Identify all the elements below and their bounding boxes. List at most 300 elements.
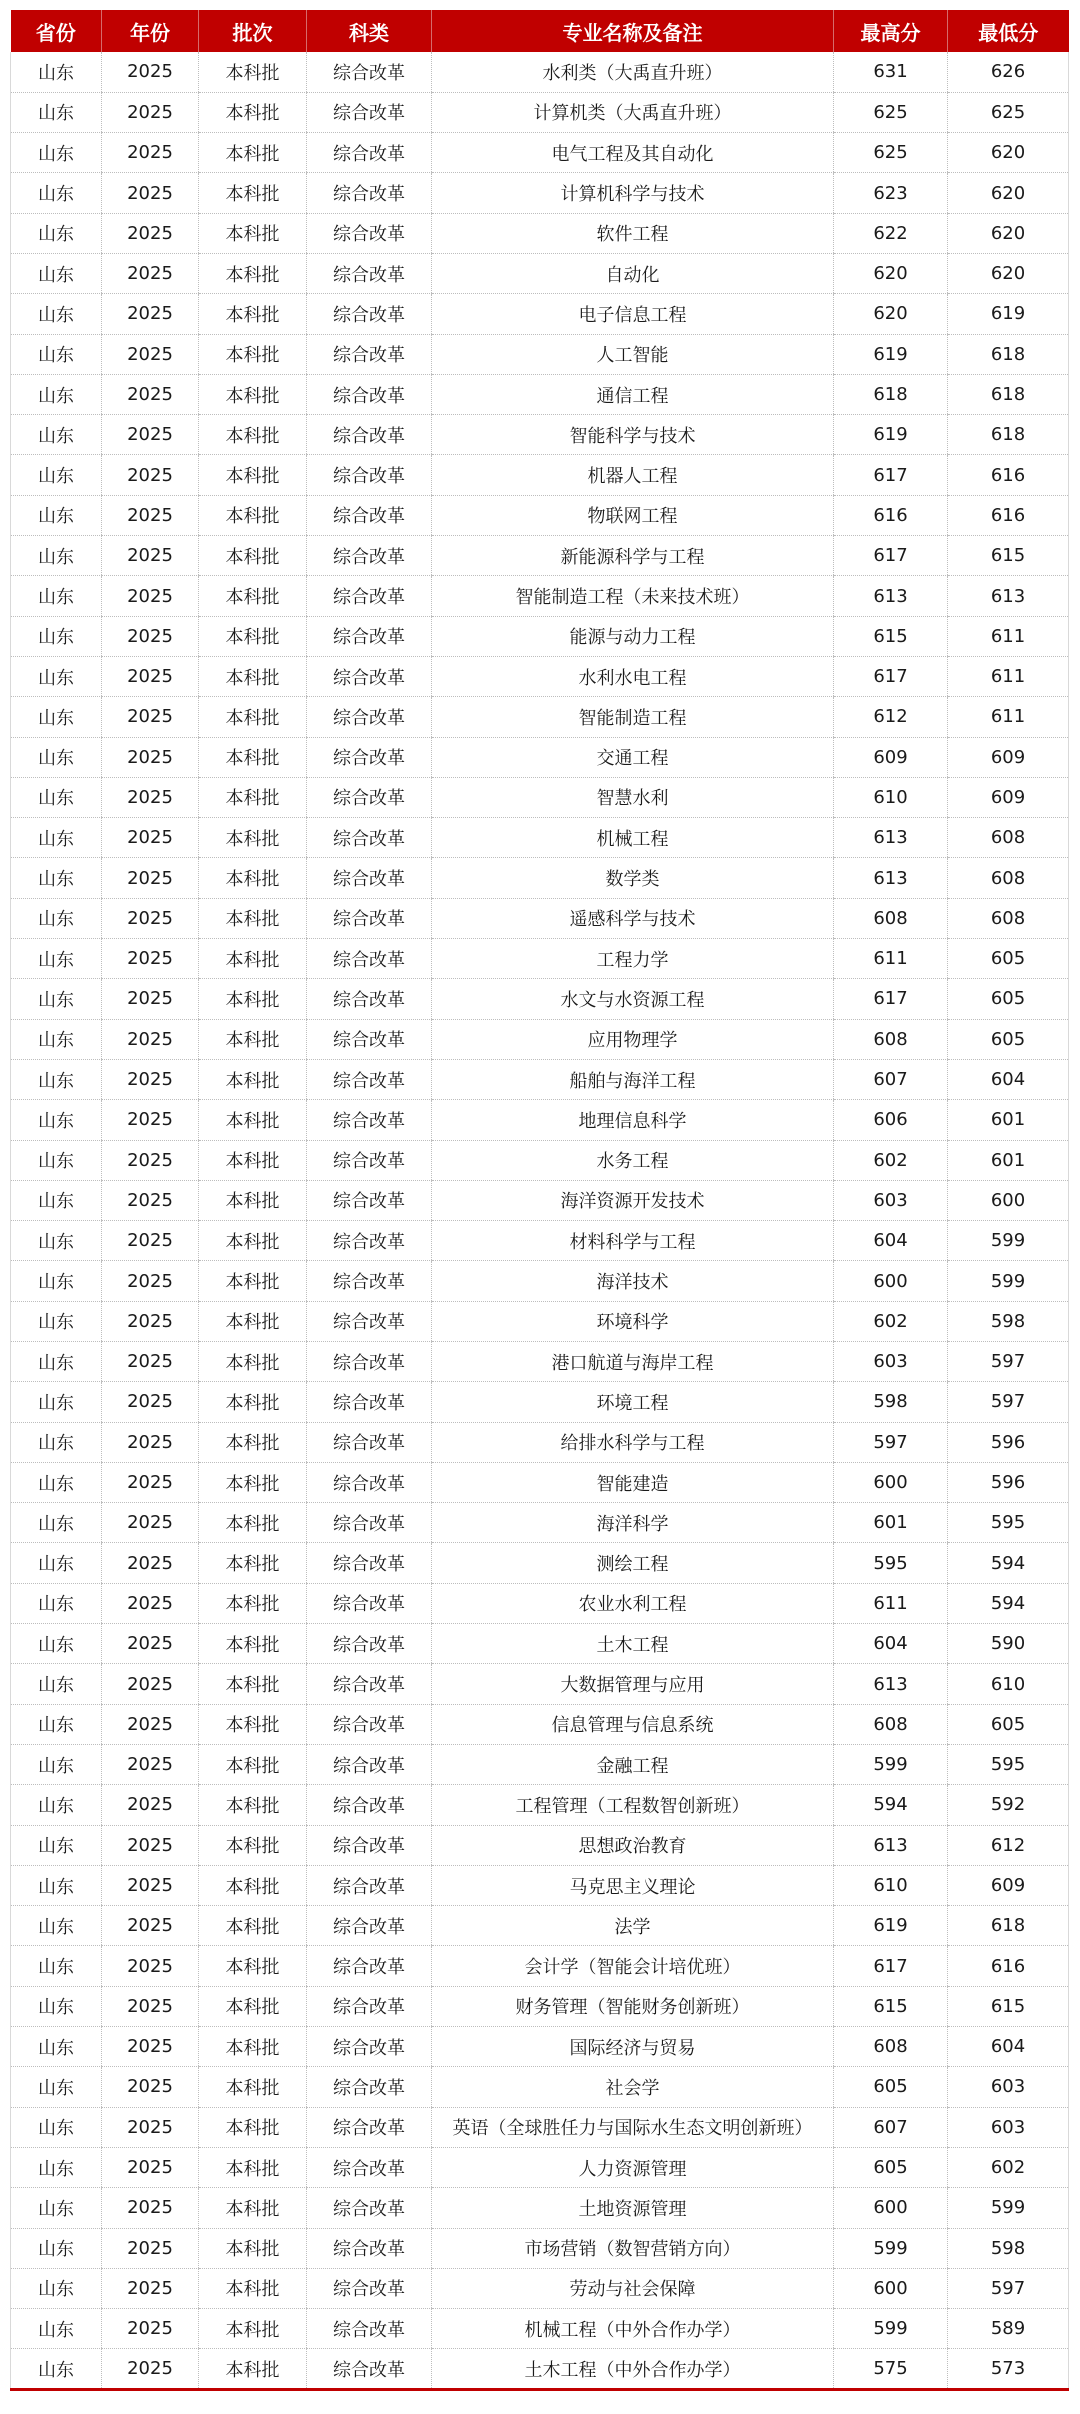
cell-major-name: 市场营销（数智营销方向） xyxy=(432,2228,834,2268)
cell-max-score: 631 xyxy=(834,52,948,92)
cell-major-name: 自动化 xyxy=(432,253,834,293)
cell-min-score: 601 xyxy=(948,1100,1069,1140)
table-row xyxy=(11,1865,1069,1905)
cell-major-name: 机械工程 xyxy=(432,818,834,858)
table-row xyxy=(11,1704,1069,1744)
table-row xyxy=(11,1503,1069,1543)
cell-year: 2025 xyxy=(102,979,199,1019)
cell-province: 山东 xyxy=(11,1422,102,1462)
table-row xyxy=(11,1744,1069,1784)
cell-min-score: 605 xyxy=(948,979,1069,1019)
cell-province: 山东 xyxy=(11,1946,102,1986)
cell-major-name: 海洋科学 xyxy=(432,1503,834,1543)
cell-batch: 本科批 xyxy=(199,374,307,414)
table-row xyxy=(11,1261,1069,1301)
cell-batch: 本科批 xyxy=(199,1986,307,2026)
table-row xyxy=(11,1664,1069,1704)
cell-subject-type: 综合改革 xyxy=(307,2027,432,2067)
cell-year: 2025 xyxy=(102,1946,199,1986)
cell-major-name: 机器人工程 xyxy=(432,455,834,495)
cell-province: 山东 xyxy=(11,213,102,253)
cell-max-score: 609 xyxy=(834,737,948,777)
cell-min-score: 620 xyxy=(948,133,1069,173)
cell-max-score: 617 xyxy=(834,455,948,495)
cell-batch: 本科批 xyxy=(199,2349,307,2389)
cell-min-score: 599 xyxy=(948,2188,1069,2228)
cell-year: 2025 xyxy=(102,1825,199,1865)
cell-subject-type: 综合改革 xyxy=(307,1664,432,1704)
cell-min-score: 620 xyxy=(948,173,1069,213)
cell-batch: 本科批 xyxy=(199,1825,307,1865)
cell-min-score: 609 xyxy=(948,1865,1069,1905)
cell-province: 山东 xyxy=(11,2147,102,2187)
cell-province: 山东 xyxy=(11,1221,102,1261)
cell-min-score: 620 xyxy=(948,213,1069,253)
cell-major-name: 给排水科学与工程 xyxy=(432,1422,834,1462)
table-row xyxy=(11,2349,1069,2389)
cell-province: 山东 xyxy=(11,818,102,858)
cell-province: 山东 xyxy=(11,374,102,414)
cell-year: 2025 xyxy=(102,1342,199,1382)
cell-major-name: 电气工程及其自动化 xyxy=(432,133,834,173)
cell-year: 2025 xyxy=(102,818,199,858)
table-row xyxy=(11,818,1069,858)
cell-year: 2025 xyxy=(102,1543,199,1583)
cell-min-score: 601 xyxy=(948,1140,1069,1180)
cell-major-name: 计算机类（大禹直升班） xyxy=(432,92,834,132)
cell-year: 2025 xyxy=(102,777,199,817)
cell-batch: 本科批 xyxy=(199,777,307,817)
cell-min-score: 619 xyxy=(948,294,1069,334)
cell-subject-type: 综合改革 xyxy=(307,2067,432,2107)
cell-major-name: 智能制造工程（未来技术班） xyxy=(432,576,834,616)
cell-batch: 本科批 xyxy=(199,2027,307,2067)
cell-major-name: 思想政治教育 xyxy=(432,1825,834,1865)
cell-subject-type: 综合改革 xyxy=(307,2309,432,2349)
cell-province: 山东 xyxy=(11,1140,102,1180)
cell-batch: 本科批 xyxy=(199,898,307,938)
cell-province: 山东 xyxy=(11,1382,102,1422)
cell-year: 2025 xyxy=(102,1180,199,1220)
header-province: 省份 xyxy=(35,20,76,45)
cell-batch: 本科批 xyxy=(199,979,307,1019)
cell-max-score: 610 xyxy=(834,777,948,817)
cell-min-score: 616 xyxy=(948,495,1069,535)
table-row xyxy=(11,576,1069,616)
cell-max-score: 603 xyxy=(834,1180,948,1220)
table-row xyxy=(11,1986,1069,2026)
cell-max-score: 613 xyxy=(834,818,948,858)
cell-year: 2025 xyxy=(102,1503,199,1543)
cell-min-score: 603 xyxy=(948,2107,1069,2147)
cell-min-score: 595 xyxy=(948,1744,1069,1784)
cell-batch: 本科批 xyxy=(199,2107,307,2147)
cell-major-name: 社会学 xyxy=(432,2067,834,2107)
cell-max-score: 617 xyxy=(834,979,948,1019)
cell-year: 2025 xyxy=(102,52,199,92)
cell-max-score: 606 xyxy=(834,1100,948,1140)
cell-major-name: 水利类（大禹直升班） xyxy=(432,52,834,92)
cell-batch: 本科批 xyxy=(199,1422,307,1462)
cell-subject-type: 综合改革 xyxy=(307,898,432,938)
cell-batch: 本科批 xyxy=(199,455,307,495)
cell-major-name: 能源与动力工程 xyxy=(432,616,834,656)
cell-batch: 本科批 xyxy=(199,495,307,535)
table-row xyxy=(11,294,1069,334)
cell-province: 山东 xyxy=(11,1180,102,1220)
cell-subject-type: 综合改革 xyxy=(307,455,432,495)
cell-province: 山东 xyxy=(11,2107,102,2147)
cell-subject-type: 综合改革 xyxy=(307,1624,432,1664)
cell-year: 2025 xyxy=(102,1744,199,1784)
cell-province: 山东 xyxy=(11,1704,102,1744)
cell-province: 山东 xyxy=(11,1906,102,1946)
cell-major-name: 环境工程 xyxy=(432,1382,834,1422)
cell-province: 山东 xyxy=(11,1462,102,1502)
cell-province: 山东 xyxy=(11,1342,102,1382)
cell-min-score: 618 xyxy=(948,334,1069,374)
cell-batch: 本科批 xyxy=(199,1704,307,1744)
cell-province: 山东 xyxy=(11,495,102,535)
cell-major-name: 机械工程（中外合作办学） xyxy=(432,2309,834,2349)
cell-province: 山东 xyxy=(11,1019,102,1059)
cell-batch: 本科批 xyxy=(199,1664,307,1704)
score-table-container xyxy=(10,10,1068,2391)
cell-subject-type: 综合改革 xyxy=(307,1382,432,1422)
cell-year: 2025 xyxy=(102,1704,199,1744)
table-row xyxy=(11,656,1069,696)
cell-min-score: 600 xyxy=(948,1180,1069,1220)
cell-year: 2025 xyxy=(102,1785,199,1825)
cell-batch: 本科批 xyxy=(199,818,307,858)
cell-major-name: 水利水电工程 xyxy=(432,656,834,696)
cell-min-score: 597 xyxy=(948,1342,1069,1382)
table-row xyxy=(11,1906,1069,1946)
cell-year: 2025 xyxy=(102,2027,199,2067)
cell-major-name: 材料科学与工程 xyxy=(432,1221,834,1261)
cell-max-score: 615 xyxy=(834,1986,948,2026)
table-row xyxy=(11,1059,1069,1099)
cell-min-score: 599 xyxy=(948,1261,1069,1301)
cell-subject-type: 综合改革 xyxy=(307,1140,432,1180)
cell-subject-type: 综合改革 xyxy=(307,536,432,576)
cell-subject-type: 综合改革 xyxy=(307,1906,432,1946)
cell-major-name: 土地资源管理 xyxy=(432,2188,834,2228)
cell-year: 2025 xyxy=(102,415,199,455)
cell-min-score: 620 xyxy=(948,253,1069,293)
cell-year: 2025 xyxy=(102,1986,199,2026)
table-row xyxy=(11,737,1069,777)
cell-province: 山东 xyxy=(11,133,102,173)
cell-min-score: 605 xyxy=(948,939,1069,979)
cell-batch: 本科批 xyxy=(199,133,307,173)
cell-province: 山东 xyxy=(11,2268,102,2308)
cell-max-score: 625 xyxy=(834,92,948,132)
cell-year: 2025 xyxy=(102,737,199,777)
cell-min-score: 613 xyxy=(948,576,1069,616)
cell-min-score: 605 xyxy=(948,1704,1069,1744)
cell-major-name: 土木工程（中外合作办学） xyxy=(432,2349,834,2389)
cell-min-score: 616 xyxy=(948,455,1069,495)
cell-max-score: 613 xyxy=(834,1825,948,1865)
cell-max-score: 613 xyxy=(834,858,948,898)
cell-major-name: 马克思主义理论 xyxy=(432,1865,834,1905)
cell-batch: 本科批 xyxy=(199,2188,307,2228)
cell-min-score: 573 xyxy=(948,2349,1069,2389)
table-row xyxy=(11,213,1069,253)
table-row xyxy=(11,2188,1069,2228)
cell-province: 山东 xyxy=(11,253,102,293)
cell-subject-type: 综合改革 xyxy=(307,2188,432,2228)
cell-max-score: 595 xyxy=(834,1543,948,1583)
table-row xyxy=(11,2027,1069,2067)
cell-year: 2025 xyxy=(102,334,199,374)
cell-year: 2025 xyxy=(102,495,199,535)
cell-subject-type: 综合改革 xyxy=(307,1019,432,1059)
cell-batch: 本科批 xyxy=(199,415,307,455)
cell-subject-type: 综合改革 xyxy=(307,576,432,616)
cell-province: 山东 xyxy=(11,1261,102,1301)
cell-max-score: 608 xyxy=(834,2027,948,2067)
cell-province: 山东 xyxy=(11,1624,102,1664)
cell-subject-type: 综合改革 xyxy=(307,92,432,132)
cell-max-score: 603 xyxy=(834,1342,948,1382)
cell-subject-type: 综合改革 xyxy=(307,173,432,213)
cell-major-name: 数学类 xyxy=(432,858,834,898)
cell-major-name: 软件工程 xyxy=(432,213,834,253)
cell-subject-type: 综合改革 xyxy=(307,294,432,334)
cell-subject-type: 综合改革 xyxy=(307,1059,432,1099)
table-row xyxy=(11,1342,1069,1382)
cell-max-score: 622 xyxy=(834,213,948,253)
cell-year: 2025 xyxy=(102,1100,199,1140)
cell-year: 2025 xyxy=(102,213,199,253)
cell-batch: 本科批 xyxy=(199,253,307,293)
cell-major-name: 测绘工程 xyxy=(432,1543,834,1583)
table-row xyxy=(11,2268,1069,2308)
cell-year: 2025 xyxy=(102,1261,199,1301)
cell-min-score: 592 xyxy=(948,1785,1069,1825)
cell-min-score: 595 xyxy=(948,1503,1069,1543)
cell-major-name: 法学 xyxy=(432,1906,834,1946)
cell-year: 2025 xyxy=(102,616,199,656)
cell-major-name: 水文与水资源工程 xyxy=(432,979,834,1019)
cell-major-name: 智能建造 xyxy=(432,1462,834,1502)
cell-province: 山东 xyxy=(11,2349,102,2389)
cell-year: 2025 xyxy=(102,2107,199,2147)
cell-min-score: 608 xyxy=(948,858,1069,898)
cell-subject-type: 综合改革 xyxy=(307,1946,432,1986)
cell-min-score: 615 xyxy=(948,1986,1069,2026)
table-row xyxy=(11,2067,1069,2107)
cell-year: 2025 xyxy=(102,2188,199,2228)
table-row xyxy=(11,1221,1069,1261)
cell-batch: 本科批 xyxy=(199,92,307,132)
cell-major-name: 国际经济与贸易 xyxy=(432,2027,834,2067)
cell-max-score: 620 xyxy=(834,253,948,293)
cell-province: 山东 xyxy=(11,979,102,1019)
cell-province: 山东 xyxy=(11,576,102,616)
cell-min-score: 597 xyxy=(948,2268,1069,2308)
cell-year: 2025 xyxy=(102,1059,199,1099)
cell-min-score: 594 xyxy=(948,1583,1069,1623)
cell-max-score: 617 xyxy=(834,1946,948,1986)
table-row xyxy=(11,939,1069,979)
cell-province: 山东 xyxy=(11,536,102,576)
cell-batch: 本科批 xyxy=(199,2309,307,2349)
cell-subject-type: 综合改革 xyxy=(307,616,432,656)
cell-major-name: 劳动与社会保障 xyxy=(432,2268,834,2308)
cell-subject-type: 综合改革 xyxy=(307,1261,432,1301)
table-row xyxy=(11,616,1069,656)
cell-subject-type: 综合改革 xyxy=(307,2228,432,2268)
cell-province: 山东 xyxy=(11,334,102,374)
table-row xyxy=(11,92,1069,132)
cell-max-score: 604 xyxy=(834,1221,948,1261)
cell-year: 2025 xyxy=(102,2228,199,2268)
cell-max-score: 601 xyxy=(834,1503,948,1543)
table-row xyxy=(11,133,1069,173)
cell-max-score: 604 xyxy=(834,1624,948,1664)
cell-major-name: 电子信息工程 xyxy=(432,294,834,334)
cell-province: 山东 xyxy=(11,1664,102,1704)
cell-major-name: 计算机科学与技术 xyxy=(432,173,834,213)
cell-max-score: 600 xyxy=(834,2268,948,2308)
cell-min-score: 596 xyxy=(948,1422,1069,1462)
cell-subject-type: 综合改革 xyxy=(307,697,432,737)
table-row xyxy=(11,1382,1069,1422)
cell-province: 山东 xyxy=(11,1865,102,1905)
cell-min-score: 611 xyxy=(948,656,1069,696)
cell-major-name: 智慧水利 xyxy=(432,777,834,817)
cell-subject-type: 综合改革 xyxy=(307,818,432,858)
cell-province: 山东 xyxy=(11,1503,102,1543)
table-row xyxy=(11,2228,1069,2268)
cell-province: 山东 xyxy=(11,616,102,656)
cell-max-score: 613 xyxy=(834,1664,948,1704)
cell-major-name: 大数据管理与应用 xyxy=(432,1664,834,1704)
cell-max-score: 611 xyxy=(834,939,948,979)
cell-province: 山东 xyxy=(11,1301,102,1341)
cell-max-score: 575 xyxy=(834,2349,948,2389)
cell-batch: 本科批 xyxy=(199,737,307,777)
cell-min-score: 616 xyxy=(948,1946,1069,1986)
cell-major-name: 环境科学 xyxy=(432,1301,834,1341)
table-row xyxy=(11,1422,1069,1462)
cell-batch: 本科批 xyxy=(199,1583,307,1623)
cell-major-name: 应用物理学 xyxy=(432,1019,834,1059)
cell-year: 2025 xyxy=(102,1664,199,1704)
cell-batch: 本科批 xyxy=(199,1543,307,1583)
cell-province: 山东 xyxy=(11,1825,102,1865)
header-batch: 批次 xyxy=(199,10,307,52)
cell-subject-type: 综合改革 xyxy=(307,1986,432,2026)
cell-major-name: 工程管理（工程数智创新班） xyxy=(432,1785,834,1825)
table-row xyxy=(11,898,1069,938)
cell-batch: 本科批 xyxy=(199,1462,307,1502)
table-row xyxy=(11,1583,1069,1623)
cell-year: 2025 xyxy=(102,536,199,576)
cell-year: 2025 xyxy=(102,2349,199,2389)
cell-max-score: 619 xyxy=(834,334,948,374)
cell-province: 山东 xyxy=(11,294,102,334)
cell-major-name: 地理信息科学 xyxy=(432,1100,834,1140)
cell-province: 山东 xyxy=(11,1583,102,1623)
cell-year: 2025 xyxy=(102,455,199,495)
cell-major-name: 港口航道与海岸工程 xyxy=(432,1342,834,1382)
header-min-score: 最低分 xyxy=(948,10,1069,52)
cell-subject-type: 综合改革 xyxy=(307,1301,432,1341)
cell-batch: 本科批 xyxy=(199,173,307,213)
cell-max-score: 600 xyxy=(834,1462,948,1502)
cell-batch: 本科批 xyxy=(199,1744,307,1784)
cell-batch: 本科批 xyxy=(199,939,307,979)
cell-subject-type: 综合改革 xyxy=(307,415,432,455)
cell-year: 2025 xyxy=(102,576,199,616)
cell-max-score: 617 xyxy=(834,656,948,696)
cell-major-name: 英语（全球胜任力与国际水生态文明创新班） xyxy=(432,2107,834,2147)
table-row xyxy=(11,1543,1069,1583)
cell-subject-type: 综合改革 xyxy=(307,1180,432,1220)
cell-year: 2025 xyxy=(102,133,199,173)
cell-max-score: 599 xyxy=(834,2309,948,2349)
cell-major-name: 农业水利工程 xyxy=(432,1583,834,1623)
cell-max-score: 602 xyxy=(834,1140,948,1180)
cell-max-score: 618 xyxy=(834,374,948,414)
cell-batch: 本科批 xyxy=(199,2268,307,2308)
cell-province: 山东 xyxy=(11,1744,102,1784)
cell-year: 2025 xyxy=(102,374,199,414)
cell-year: 2025 xyxy=(102,2147,199,2187)
cell-province: 山东 xyxy=(11,1785,102,1825)
cell-province: 山东 xyxy=(11,2228,102,2268)
cell-subject-type: 综合改革 xyxy=(307,374,432,414)
cell-year: 2025 xyxy=(102,2067,199,2107)
table-row xyxy=(11,2309,1069,2349)
cell-max-score: 611 xyxy=(834,1583,948,1623)
cell-max-score: 612 xyxy=(834,697,948,737)
cell-batch: 本科批 xyxy=(199,1342,307,1382)
cell-subject-type: 综合改革 xyxy=(307,2268,432,2308)
cell-province: 山东 xyxy=(11,2188,102,2228)
cell-major-name: 工程力学 xyxy=(432,939,834,979)
cell-major-name: 遥感科学与技术 xyxy=(432,898,834,938)
cell-year: 2025 xyxy=(102,858,199,898)
cell-min-score: 612 xyxy=(948,1825,1069,1865)
cell-province: 山东 xyxy=(11,173,102,213)
cell-subject-type: 综合改革 xyxy=(307,979,432,1019)
cell-subject-type: 综合改革 xyxy=(307,1744,432,1784)
cell-year: 2025 xyxy=(102,1140,199,1180)
table-header xyxy=(11,10,1069,52)
cell-min-score: 615 xyxy=(948,536,1069,576)
cell-max-score: 600 xyxy=(834,1261,948,1301)
cell-max-score: 599 xyxy=(834,1744,948,1784)
table-row xyxy=(11,334,1069,374)
cell-subject-type: 综合改革 xyxy=(307,737,432,777)
cell-min-score: 602 xyxy=(948,2147,1069,2187)
table-row xyxy=(11,1019,1069,1059)
cell-province: 山东 xyxy=(11,777,102,817)
cell-major-name: 土木工程 xyxy=(432,1624,834,1664)
cell-min-score: 598 xyxy=(948,2228,1069,2268)
cell-subject-type: 综合改革 xyxy=(307,858,432,898)
cell-year: 2025 xyxy=(102,1583,199,1623)
cell-major-name: 智能科学与技术 xyxy=(432,415,834,455)
cell-major-name: 物联网工程 xyxy=(432,495,834,535)
table-row xyxy=(11,455,1069,495)
cell-min-score: 598 xyxy=(948,1301,1069,1341)
